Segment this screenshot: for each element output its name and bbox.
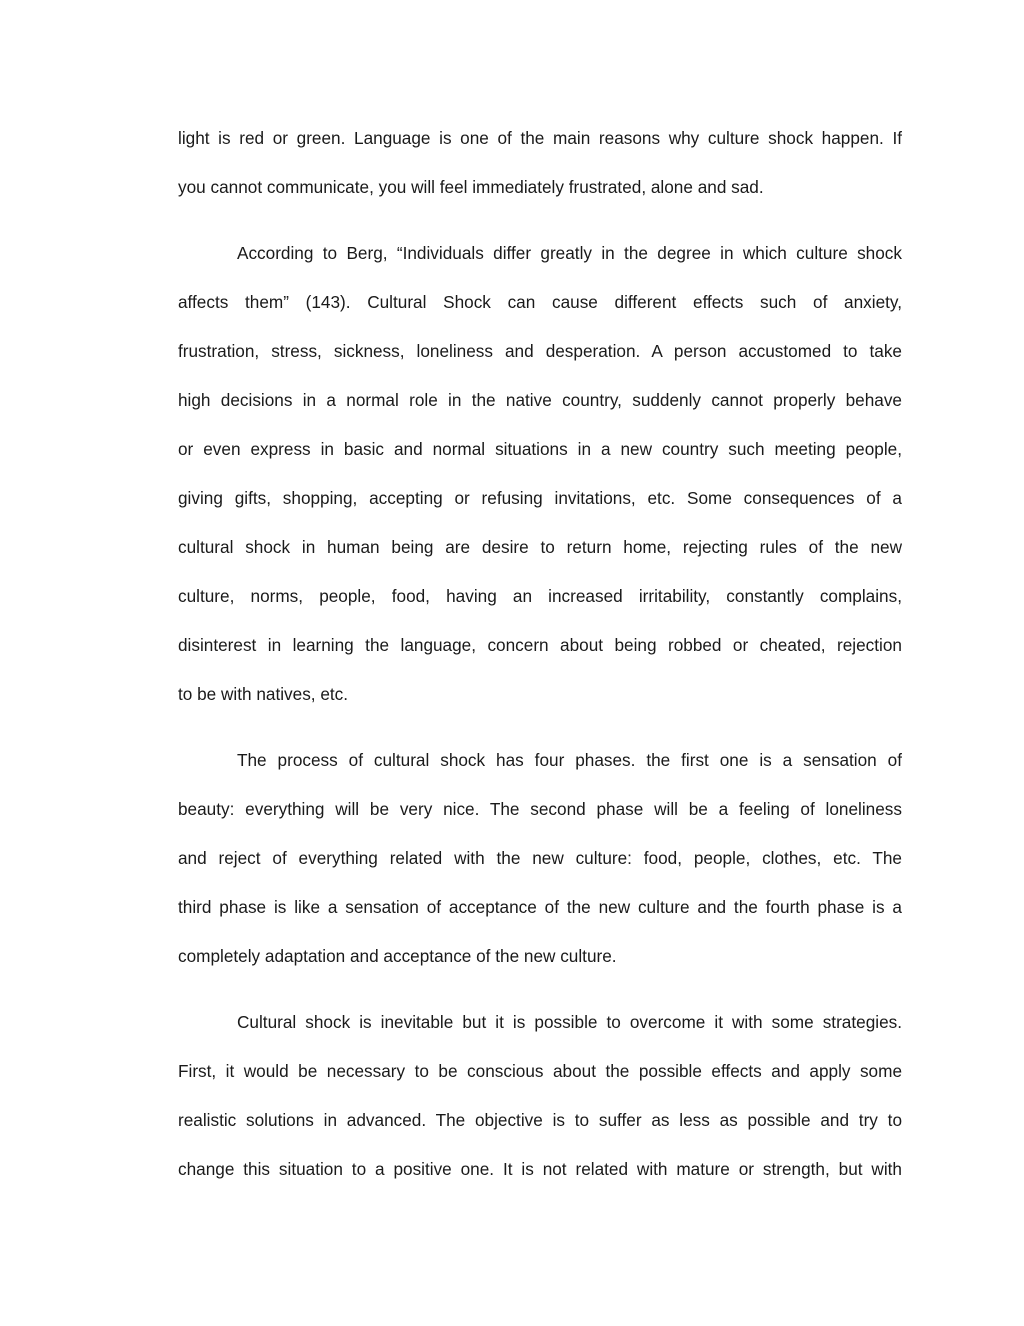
text-line: and reject of everything related with the new culture: food, people, clothes, etc. The [178, 848, 902, 868]
text-line: cultural shock in human being are desire to return home, rejecting rules of the new [178, 537, 902, 557]
text-line: realistic solutions in advanced. The objective is to suffer as less as possible and try to [178, 1110, 902, 1130]
text-line: affects them” (143). Cultural Shock can cause different effects such of anxiety, [178, 292, 902, 312]
text-line: The process of cultural shock has four phases. the first one is a sensation of [237, 750, 902, 770]
paragraph-3 [178, 736, 902, 981]
paragraph-2 [178, 229, 902, 719]
paragraph-4 [178, 998, 902, 1194]
text-line: third phase is like a sensation of acceptance of the new culture and the fourth phase is a [178, 897, 902, 917]
text-line: culture, norms, people, food, having an increased irritability, constantly complains, [178, 586, 902, 606]
text-line: completely adaptation and acceptance of the new culture. [178, 946, 617, 966]
paragraph-1 [178, 114, 902, 212]
text-line: Cultural shock is inevitable but it is possible to overcome it with some strategies. [237, 1012, 902, 1032]
text-line: light is red or green. Language is one of the main reasons why culture shock happen. If [178, 128, 902, 148]
text-line: beauty: everything will be very nice. The second phase will be a feeling of loneliness [178, 799, 902, 819]
text-line: According to Berg, “Individuals differ greatly in the degree in which culture shock [237, 243, 902, 263]
text-line: disinterest in learning the language, concern about being robbed or cheated, rejection [178, 635, 902, 655]
document-body [178, 114, 902, 1211]
text-line: giving gifts, shopping, accepting or refusing invitations, etc. Some consequences of a [178, 488, 902, 508]
text-line: to be with natives, etc. [178, 684, 349, 704]
text-line: you cannot communicate, you will feel immediately frustrated, alone and sad. [178, 177, 764, 197]
text-line: or even express in basic and normal situations in a new country such meeting people, [178, 439, 902, 459]
text-line: high decisions in a normal role in the native country, suddenly cannot properly behave [178, 390, 902, 410]
text-line: frustration, stress, sickness, loneliness and desperation. A person accustomed to take [178, 341, 902, 361]
text-line: First, it would be necessary to be conscious about the possible effects and apply some [178, 1061, 902, 1081]
text-line: change this situation to a positive one. It is not related with mature or strength, but with [178, 1159, 902, 1179]
